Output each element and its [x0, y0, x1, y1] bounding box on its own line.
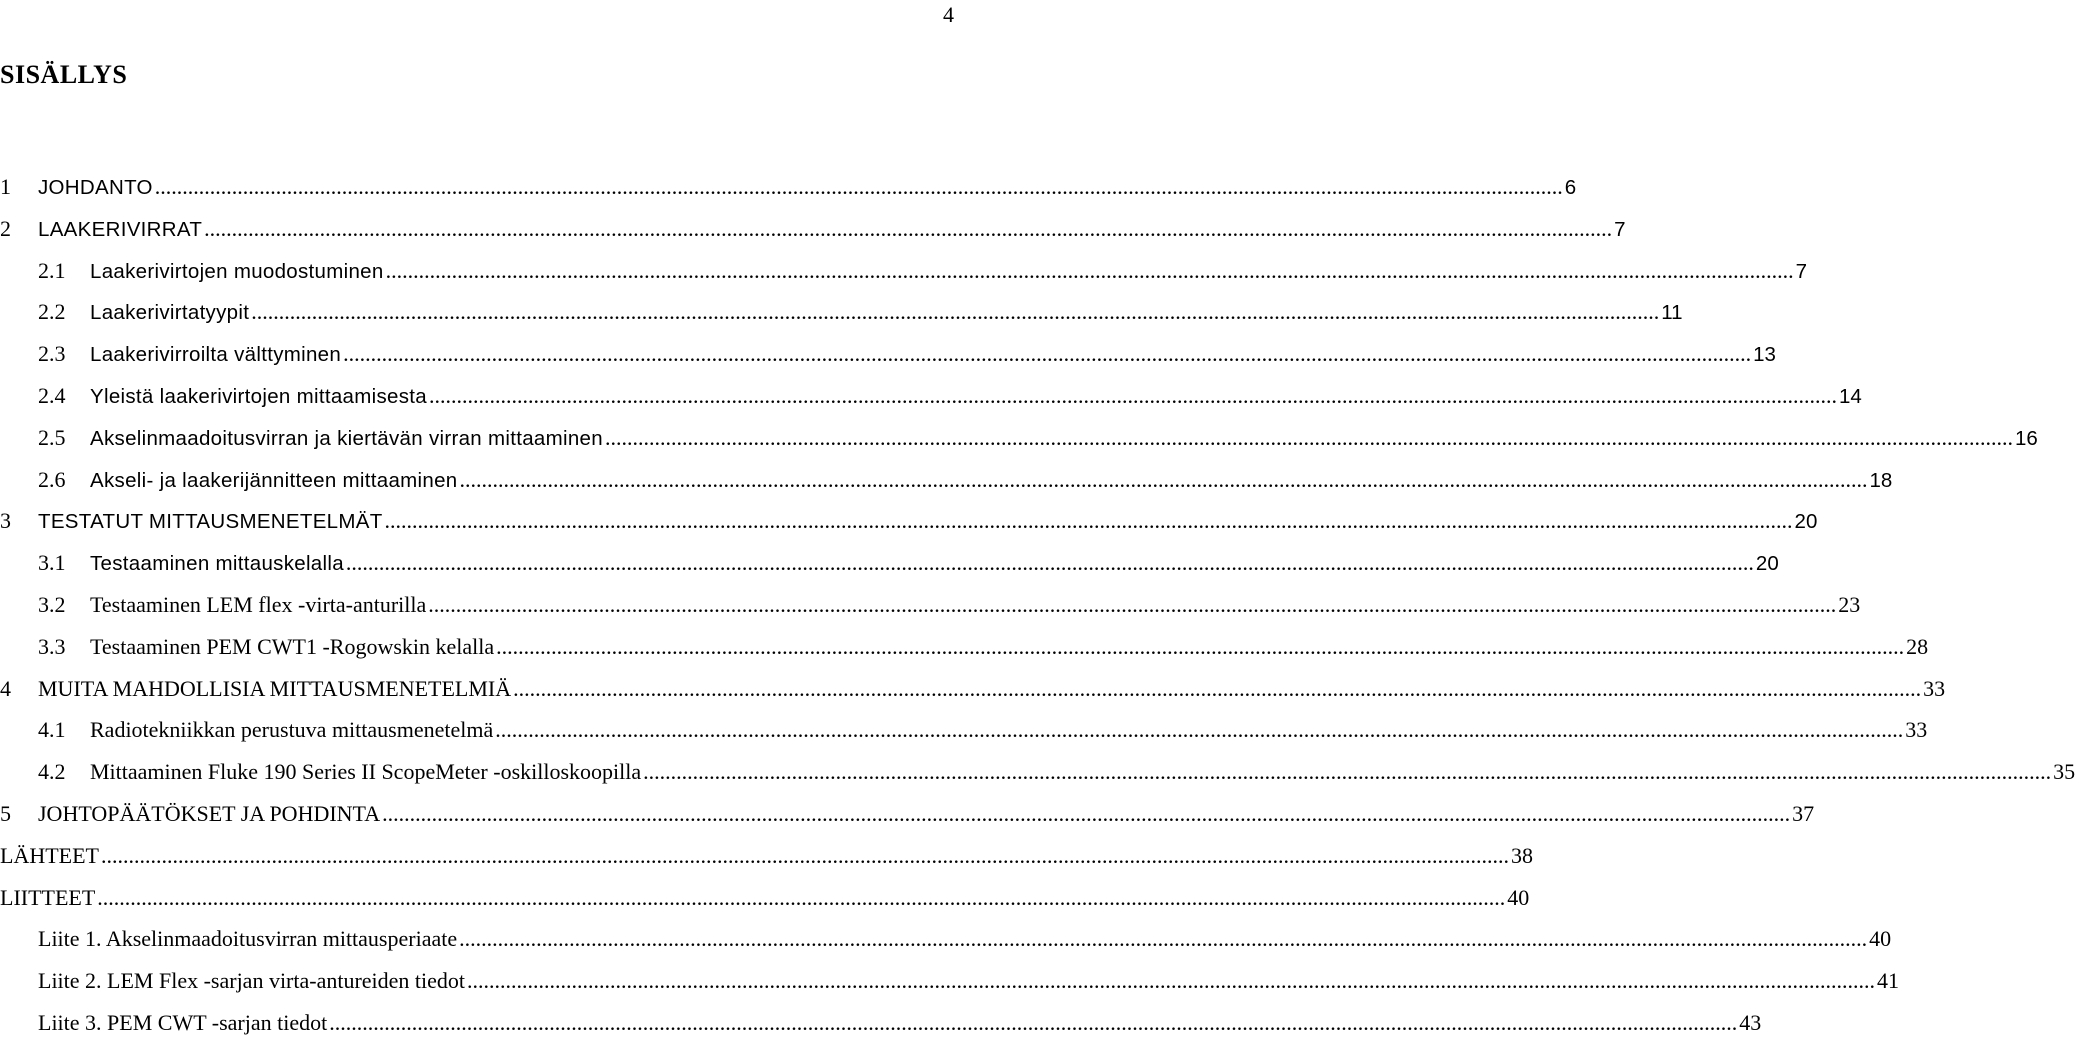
toc-heading: SISÄLLYS [0, 60, 128, 89]
toc-entry[interactable] [0, 375, 1862, 417]
toc-entry-page: 11 [1661, 301, 1683, 325]
toc-entry-page: 28 [1906, 633, 1929, 659]
toc-entry-title: MUITA MAHDOLLISIA MITTAUSMENETELMIÄ [38, 675, 512, 701]
toc-entry[interactable] [0, 333, 1776, 375]
toc-entry-page: 33 [1923, 675, 1946, 701]
toc-entry-title: LÄHTEET [0, 842, 99, 868]
toc-entry[interactable] [0, 584, 1861, 626]
toc-entry[interactable] [0, 500, 1818, 542]
toc-entry[interactable] [0, 1002, 1762, 1044]
toc-entry-title: Laakerivirtojen muodostuminen [90, 259, 384, 283]
toc-entry-page: 6 [1564, 176, 1577, 199]
toc-entry[interactable] [0, 166, 1577, 208]
toc-entry[interactable] [0, 208, 1626, 250]
toc-entry-page: 38 [1510, 842, 1533, 868]
toc-entry[interactable] [0, 291, 1683, 333]
toc-entry-number: 2.6 [38, 466, 66, 492]
toc-entry-page: 7 [1614, 217, 1626, 241]
toc-dot-leader [386, 250, 1794, 292]
toc-entry-title: LIITTEET [0, 884, 96, 910]
toc-entry-title: Testaaminen LEM flex -virta-anturilla [90, 591, 427, 617]
toc-entry-title: LAAKERIVIRRAT [38, 217, 203, 241]
toc-entry[interactable] [0, 793, 1815, 835]
toc-dot-leader [467, 960, 1875, 1002]
toc-entry-title: Testaaminen PEM CWT1 -Rogowskin kelalla [90, 633, 495, 659]
toc-entry[interactable] [0, 542, 1779, 584]
toc-entry-number: 3 [0, 508, 11, 534]
toc-dot-leader [385, 500, 1793, 542]
toc-entry-title: Akseli- ja laakerijännitteen mittaaminen [90, 468, 458, 492]
toc-entry-number: 5 [0, 800, 11, 826]
toc-entry-page: 35 [2053, 759, 2076, 785]
toc-entry-number: 2.1 [38, 257, 66, 283]
toc-entry-title: JOHTOPÄÄTÖKSET JA POHDINTA [38, 800, 381, 826]
toc-entry-number: 1 [0, 174, 11, 199]
toc-entry-page: 20 [1755, 552, 1779, 576]
toc-entry[interactable] [0, 709, 1928, 751]
toc-entry-title: TESTATUT MITTAUSMENETELMÄT [38, 510, 383, 534]
toc-dot-leader [513, 668, 1921, 710]
toc-dot-leader [101, 835, 1509, 877]
toc-dot-leader [643, 751, 2051, 793]
toc-entry-title: Mittaaminen Fluke 190 Series II ScopeMeter -oskilloskoopilla [90, 759, 642, 785]
toc-dot-leader [428, 584, 1836, 626]
toc-entry-page: 7 [1795, 259, 1807, 283]
toc-dot-leader [155, 166, 1563, 208]
toc-entry-number: 2.2 [38, 299, 66, 325]
toc-entry-number: 2.4 [38, 382, 66, 408]
toc-entry-title: JOHDANTO [38, 176, 153, 199]
toc-entry-number: 2.5 [38, 424, 66, 450]
toc-entry-number: 3.3 [38, 633, 66, 659]
toc-entry[interactable] [0, 960, 1900, 1002]
toc-entry-page: 41 [1877, 968, 1900, 994]
toc-entry-page: 23 [1838, 591, 1861, 617]
toc-entry-page: 37 [1792, 800, 1815, 826]
toc-entry[interactable] [0, 751, 2076, 793]
toc-entry[interactable] [0, 250, 1807, 292]
toc-entry-number: 2.3 [38, 341, 66, 367]
toc-entry[interactable] [0, 835, 1533, 877]
toc-entry-title: Liite 2. LEM Flex -sarjan virta-antureiden tiedot [38, 968, 466, 994]
toc-entry-page: 18 [1869, 468, 1893, 492]
table-of-contents [0, 166, 2076, 1044]
toc-dot-leader [460, 459, 1868, 501]
toc-entry-title: Liite 1. Akselinmaadoitusvirran mittausperiaate [38, 926, 458, 952]
toc-entry-page: 16 [2014, 426, 2038, 450]
toc-dot-leader [251, 291, 1659, 333]
toc-dot-leader [97, 877, 1505, 919]
toc-entry-number: 4.2 [38, 759, 66, 785]
toc-entry-number: 4 [0, 675, 11, 701]
toc-entry-title: Akselinmaadoitusvirran ja kiertävän virran mittaaminen [90, 426, 603, 450]
toc-entry-page: 14 [1838, 384, 1862, 408]
toc-entry-title: Radiotekniikkan perustuva mittausmenetelmä [90, 717, 494, 743]
toc-entry-number: 3.1 [38, 550, 66, 576]
toc-entry-number: 2 [0, 215, 11, 241]
toc-entry[interactable] [0, 417, 2038, 459]
toc-entry-title: Laakerivirtatyypit [90, 301, 250, 325]
toc-entry-page: 40 [1507, 884, 1530, 910]
toc-entry-page: 43 [1739, 1009, 1762, 1035]
toc-entry[interactable] [0, 626, 1929, 668]
toc-entry[interactable] [0, 668, 1946, 710]
toc-dot-leader [459, 918, 1867, 960]
toc-entry-page: 33 [1905, 717, 1928, 743]
toc-entry-page: 40 [1869, 926, 1892, 952]
toc-dot-leader [429, 375, 1837, 417]
page-number: 4 [943, 2, 954, 27]
toc-dot-leader [605, 417, 2013, 459]
toc-entry-title: Liite 3. PEM CWT -sarjan tiedot [38, 1009, 328, 1035]
toc-entry-page: 20 [1794, 510, 1818, 534]
toc-entry[interactable] [0, 918, 1892, 960]
toc-dot-leader [329, 1002, 1737, 1044]
toc-dot-leader [496, 626, 1904, 668]
toc-entry-title: Testaaminen mittauskelalla [90, 552, 344, 576]
toc-entry-title: Yleistä laakerivirtojen mittaamisesta [90, 384, 427, 408]
toc-entry-page: 13 [1753, 343, 1776, 367]
toc-entry[interactable] [0, 877, 1530, 919]
toc-dot-leader [204, 208, 1612, 250]
toc-entry-number: 3.2 [38, 591, 66, 617]
toc-entry-number: 4.1 [38, 717, 66, 743]
toc-dot-leader [346, 542, 1754, 584]
toc-entry[interactable] [0, 459, 1893, 501]
toc-dot-leader [495, 709, 1903, 751]
toc-entry-title: Laakerivirroilta välttyminen [90, 343, 342, 367]
toc-dot-leader [343, 333, 1751, 375]
toc-dot-leader [382, 793, 1790, 835]
